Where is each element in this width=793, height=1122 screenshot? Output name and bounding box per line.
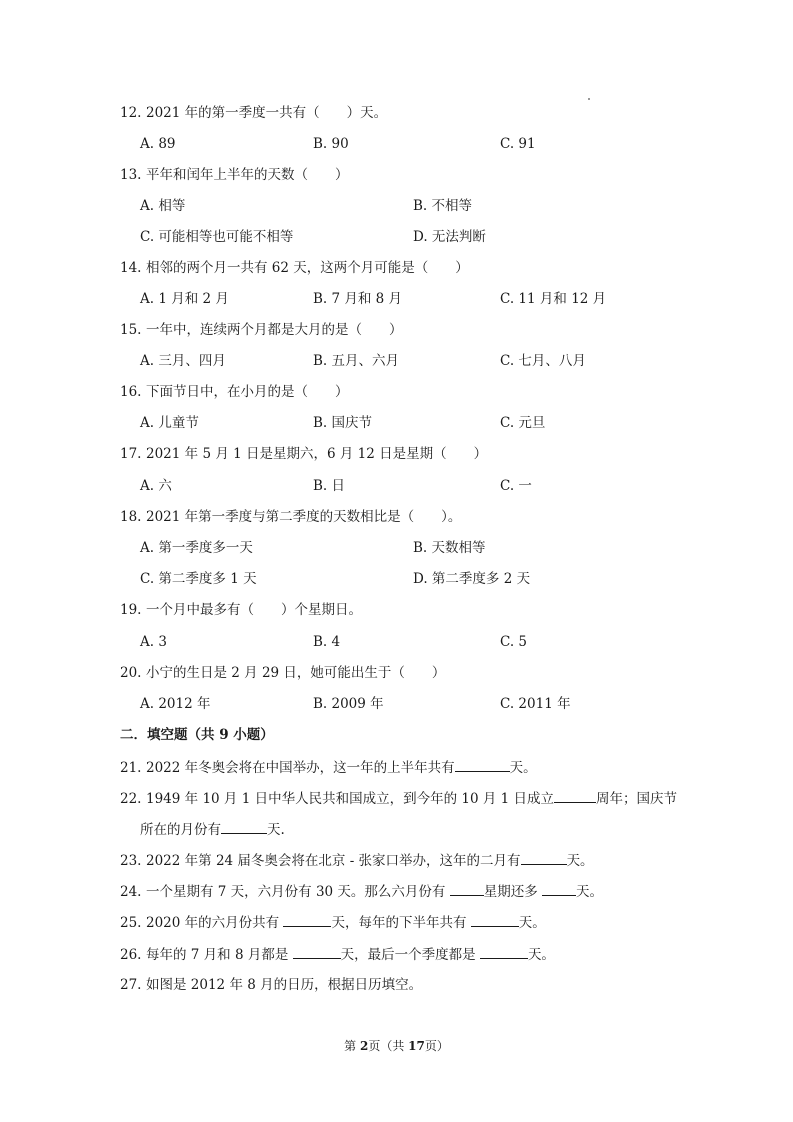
option-15b: B. 五月、六月 (313, 353, 400, 369)
option-19a: A. 3 (140, 634, 167, 650)
option-13b: B. 不相等 (413, 198, 473, 214)
option-20a: A. 2012 年 (140, 696, 211, 712)
option-14b: B. 7 月和 8 月 (313, 291, 403, 307)
answer-blank[interactable] (293, 944, 341, 959)
question-23: 23. 2022 年第 24 届冬奥会将在北京 - 张家口举办，这年的二月有 天。 (120, 850, 594, 871)
answer-blank[interactable] (450, 881, 484, 896)
question-16: 16. 下面节日中，在小月的是（ ） (120, 384, 349, 400)
option-16c: C. 元旦 (500, 415, 546, 431)
question-24: 24. 一个星期有 7 天，六月份有 30 天。那么六月份有 星期还多 天。 (120, 881, 603, 902)
option-20c: C. 2011 年 (500, 696, 571, 712)
question-17: 17. 2021 年 5 月 1 日是星期六，6 月 12 日是星期（ ） (120, 446, 488, 462)
option-12a: A. 89 (140, 136, 176, 152)
option-12b: B. 90 (313, 136, 349, 152)
answer-blank[interactable] (471, 912, 519, 927)
scan-dot (588, 98, 590, 100)
question-13: 13. 平年和闰年上半年的天数（ ） (120, 167, 349, 183)
total-pages-number: 17 (408, 1039, 425, 1053)
section-heading: 二．填空题（共 9 小题） (120, 727, 274, 743)
question-26: 26. 每年的 7 月和 8 月都是 天，最后一个季度都是 天。 (120, 944, 555, 965)
option-16b: B. 国庆节 (313, 415, 373, 431)
option-18d: D. 第二季度多 2 天 (413, 571, 531, 587)
answer-blank[interactable] (283, 912, 331, 927)
question-21: 21. 2022 年冬奥会将在中国举办，这一年的上半年共有 天。 (120, 757, 537, 778)
question-20: 20. 小宁的生日是 2 月 29 日，她可能出生于（ ） (120, 665, 446, 681)
option-18c: C. 第二季度多 1 天 (140, 571, 257, 587)
option-17c: C. 一 (500, 478, 532, 494)
option-17a: A. 六 (140, 478, 172, 494)
option-15a: A. 三月、四月 (140, 353, 226, 369)
question-19: 19. 一个月中最多有（ ）个星期日。 (120, 602, 362, 618)
option-14c: C. 11 月和 12 月 (500, 291, 607, 307)
question-15: 15. 一年中，连续两个月都是大月的是（ ） (120, 322, 403, 338)
option-19c: C. 5 (500, 634, 528, 650)
question-27: 27. 如图是 2012 年 8 月的日历，根据日历填空。 (120, 977, 423, 993)
question-14: 14. 相邻的两个月一共有 62 天，这两个月可能是（ ） (120, 260, 469, 276)
answer-blank[interactable] (480, 944, 528, 959)
question-22-cont: 所在的月份有 天. (140, 819, 285, 840)
option-15c: C. 七月、八月 (500, 353, 586, 369)
option-20b: B. 2009 年 (313, 696, 384, 712)
answer-blank[interactable] (542, 881, 576, 896)
option-19b: B. 4 (313, 634, 341, 650)
question-25: 25. 2020 年的六月份共有 天，每年的下半年共有 天。 (120, 912, 546, 933)
answer-blank[interactable] (455, 757, 510, 772)
page-footer: 第 2页（共 17页） (344, 1039, 449, 1053)
option-13d: D. 无法判断 (413, 229, 486, 245)
current-page-number: 2 (359, 1039, 369, 1053)
option-16a: A. 儿童节 (140, 415, 199, 431)
question-22: 22. 1949 年 10 月 1 日中华人民共和国成立，到今年的 10 月 1 日成立 周年；国庆节 (120, 788, 677, 809)
option-18a: A. 第一季度多一天 (140, 540, 253, 556)
answer-blank[interactable] (221, 819, 267, 834)
answer-blank[interactable] (554, 788, 596, 803)
option-17b: B. 日 (313, 478, 346, 494)
option-13a: A. 相等 (140, 198, 186, 214)
question-12: 12. 2021 年的第一季度一共有（ ）天。 (120, 105, 388, 121)
question-18: 18. 2021 年第一季度与第二季度的天数相比是（ ）。 (120, 509, 462, 525)
option-18b: B. 天数相等 (413, 540, 486, 556)
option-14a: A. 1 月和 2 月 (140, 291, 229, 307)
option-13c: C. 可能相等也可能不相等 (140, 229, 294, 245)
answer-blank[interactable] (521, 850, 567, 865)
option-12c: C. 91 (500, 136, 536, 152)
